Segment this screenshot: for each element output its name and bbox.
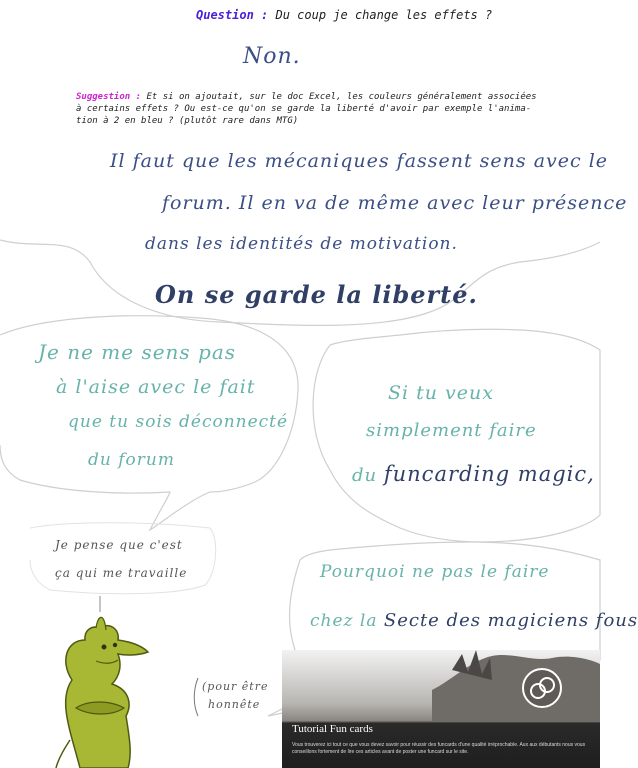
lower-bubble-line-2-emphasis: Secte des magiciens fous xyxy=(383,610,638,631)
right-bubble-line-3-emphasis: funcarding magic, xyxy=(383,462,595,486)
suggestion-block xyxy=(76,91,537,127)
left-bubble-line-4: du forum xyxy=(88,450,175,470)
banner-artwork xyxy=(432,650,600,722)
right-bubble-line-2: simplement faire xyxy=(366,420,537,441)
aside-line-1: (pour être xyxy=(202,680,269,693)
reply-line-1: Il faut que les mécaniques fassent sens avec le xyxy=(110,150,609,172)
thought-bubble-outline xyxy=(30,523,216,594)
reply-emphasis: On se garde la liberté. xyxy=(155,280,478,309)
right-bubble-line-3 xyxy=(352,462,595,486)
right-bubble-line-1: Si tu veux xyxy=(388,382,494,404)
lower-bubble-line-1: Pourquoi ne pas le faire xyxy=(320,562,550,582)
right-bubble-line-3-prefix: du xyxy=(352,465,378,486)
banner-title[interactable]: Tutorial Fun cards xyxy=(292,723,373,735)
lower-bubble-line-2 xyxy=(310,610,638,631)
aside-bracket xyxy=(194,678,198,716)
question-text: Du coup je change les effets ? xyxy=(275,8,493,22)
reply-line-3: dans les identités de motivation. xyxy=(145,234,458,254)
lower-bubble-line-2-prefix: chez la xyxy=(310,611,378,631)
infinity-ring-icon[interactable] xyxy=(522,668,562,708)
suggestion-line-2: à certains effets ? Ou est-ce qu'on se garde la liberté d'avoir par exemple l'anima- xyxy=(76,104,532,114)
question-label: Question : xyxy=(196,8,269,22)
reply-line-2: forum. Il en va de même avec leur présence xyxy=(162,192,628,214)
left-bubble-line-2: à l'aise avec le fait xyxy=(56,376,256,398)
question-line xyxy=(196,8,492,22)
suggestion-line-3: tion à 2 en bleu ? (plutôt rare dans MTG) xyxy=(76,116,299,126)
tutorial-banner[interactable] xyxy=(282,650,600,768)
suggestion-label: Suggestion : xyxy=(76,92,142,102)
left-bubble-line-3: que tu sois déconnecté xyxy=(68,412,289,432)
banner-description: Vous trouverez ici tout ce que vous devez savoir pour réussir des funcards d'une qualité irréprochable. Aux aux débutants nous vous conseillons fortement de lire ces articles avant de poster une funcard sur le site. xyxy=(292,742,586,755)
suggestion-line-1: Et si on ajoutait, sur le doc Excel, les couleurs généralement associées xyxy=(146,92,537,102)
aside-line-2: honnête xyxy=(208,698,261,711)
answer-non: Non. xyxy=(243,44,301,69)
character-illustration xyxy=(56,617,148,768)
thought-line-2: ça qui me travaille xyxy=(55,566,188,580)
left-bubble-line-1: Je ne me sens pas xyxy=(38,340,237,364)
thought-line-1: Je pense que c'est xyxy=(55,538,183,552)
